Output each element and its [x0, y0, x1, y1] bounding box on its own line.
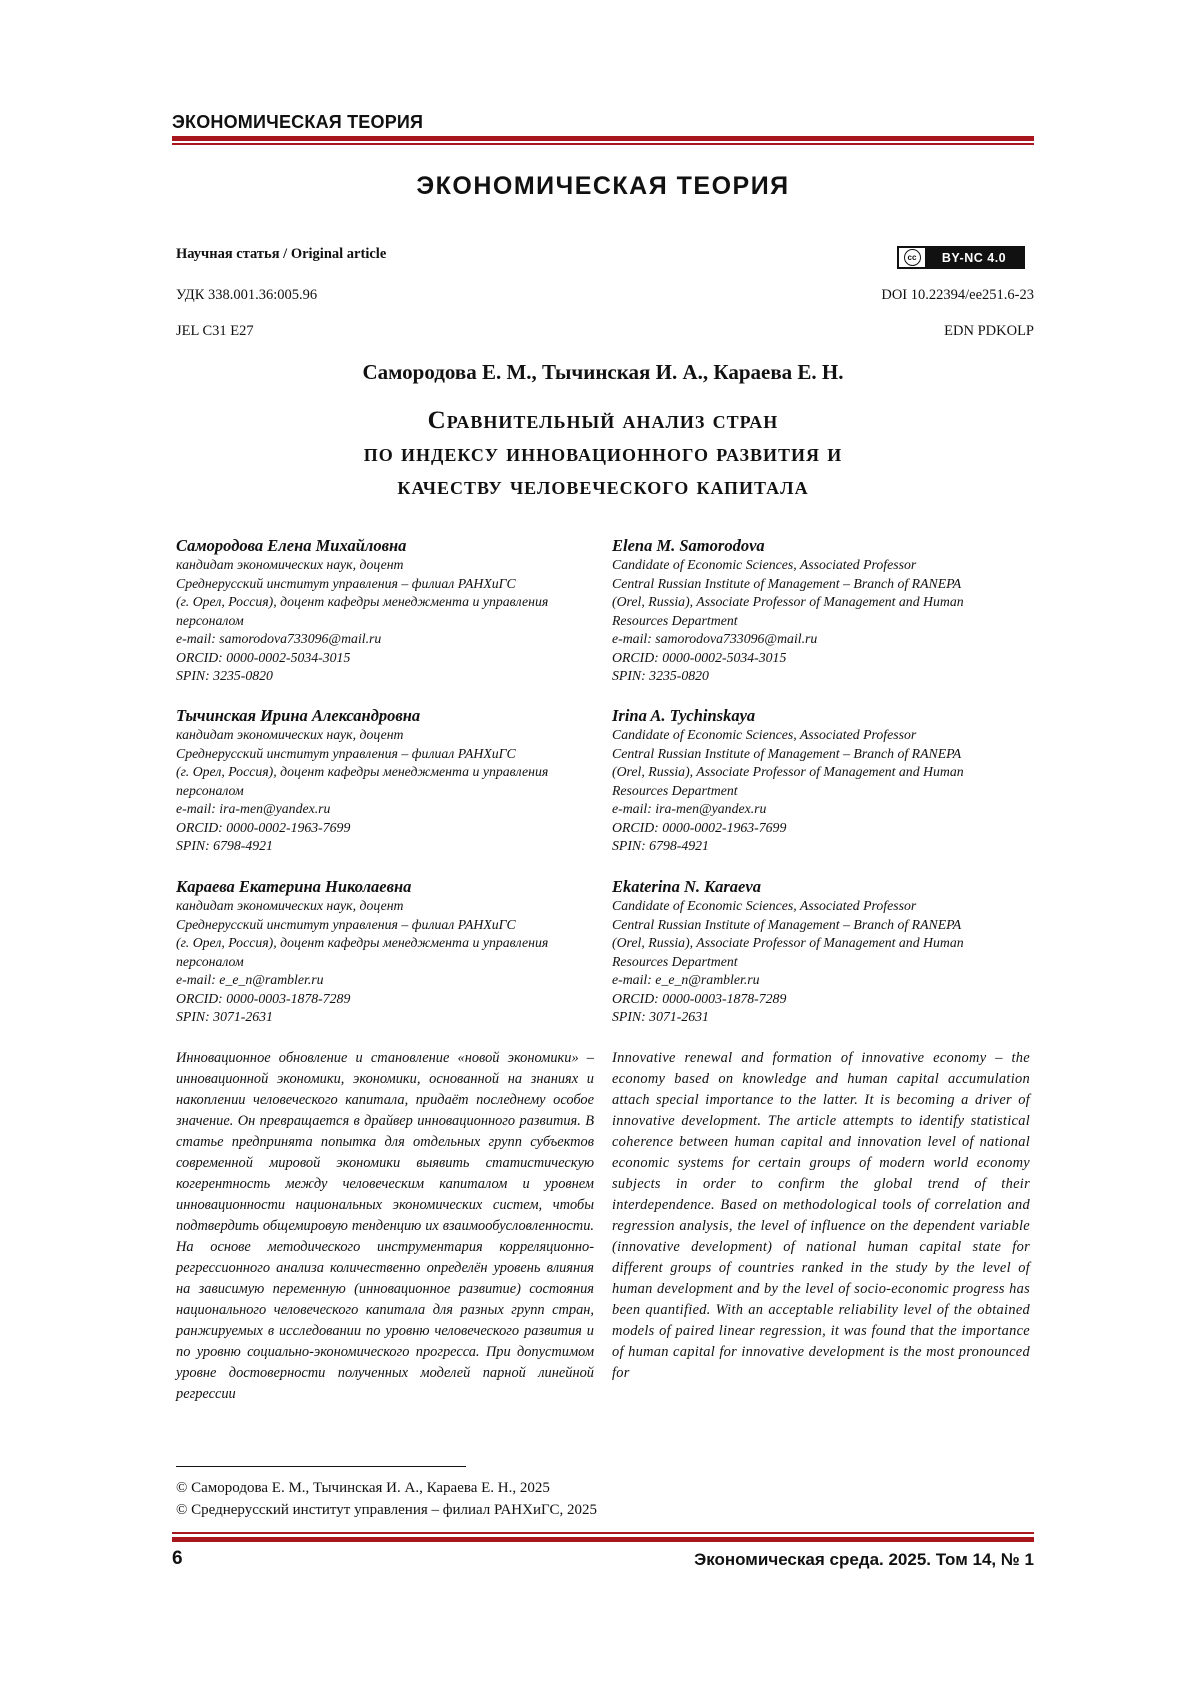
author-spin: SPIN: 3071-2631 [176, 1008, 594, 1027]
author-affiliation: Central Russian Institute of Management – Branch of RANEPA [612, 575, 1030, 594]
author-orcid: ORCID: 0000-0002-5034-3015 [176, 649, 594, 668]
footnote-rule [176, 1466, 466, 1467]
author-degree: кандидат экономических наук, доцент [176, 726, 594, 745]
author-spin: SPIN: 3235-0820 [176, 667, 594, 686]
author-affiliation: (Orel, Russia), Associate Professor of Management and Human [612, 934, 1030, 953]
title-line: Сравнительный анализ стран [172, 404, 1034, 437]
author-spin: SPIN: 3235-0820 [612, 667, 1030, 686]
author-degree: Candidate of Economic Sciences, Associated Professor [612, 556, 1030, 575]
author-affiliation: Central Russian Institute of Management – Branch of RANEPA [612, 745, 1030, 764]
author-email[interactable]: e-mail: ira-men@yandex.ru [612, 800, 1030, 819]
author-affiliation: Resources Department [612, 612, 1030, 631]
author-info-ru-2 [176, 705, 594, 856]
section-title: ЭКОНОМИЧЕСКАЯ ТЕОРИЯ [172, 172, 1034, 201]
article-type: Научная статья / Original article [176, 246, 386, 263]
journal-citation: Экономическая среда. 2025. Том 14, № 1 [694, 1550, 1034, 1570]
author-info-en-2 [612, 705, 1030, 856]
author-affiliation: Среднерусский институт управления – филиал РАНХиГС [176, 916, 594, 935]
author-affiliation: персоналом [176, 782, 594, 801]
author-affiliation: (г. Орел, Россия), доцент кафедры менеджмента и управления [176, 763, 594, 782]
footer-rule-thin [172, 1532, 1034, 1534]
abstract-en: Innovative renewal and formation of innovative economy – the economy based on knowledge and human capital accumulation attach special importance to the latter. It is becoming a driver of innovative development. The article attempts to identify statistical coherence between human capital and innovation level of national economic systems for certain groups of modern world economy subjects in order to confirm the global trend of their interdependence. Based on methodological tools of correlation and regression analysis, the level of influence on the dependent variable (innovative development) of national human capital state for different groups of countries ranked in the study by the level of human development and by the level of socio-economic progress has been quantified. With an acceptable reliability level of the obtained models of paired linear regression, it was found that the importance of human capital for innovative development is the most pronounced for [612, 1048, 1030, 1384]
copyright-institute: © Среднерусский институт управления – филиал РАНХиГС, 2025 [176, 1500, 597, 1520]
author-name: Самородова Елена Михайловна [176, 535, 594, 556]
jel-codes: JEL C31 E27 [176, 323, 254, 340]
author-affiliation: Среднерусский институт управления – филиал РАНХиГС [176, 745, 594, 764]
doi[interactable]: DOI 10.22394/ee251.6-23 [881, 287, 1034, 304]
author-degree: Candidate of Economic Sciences, Associated Professor [612, 897, 1030, 916]
author-name: Тычинская Ирина Александровна [176, 705, 594, 726]
author-degree: Candidate of Economic Sciences, Associated Professor [612, 726, 1030, 745]
author-spin: SPIN: 6798-4921 [612, 837, 1030, 856]
author-orcid: ORCID: 0000-0003-1878-7289 [612, 990, 1030, 1009]
authors-line: Самородова Е. М., Тычинская И. А., Караева Е. Н. [172, 360, 1034, 385]
author-email[interactable]: e-mail: samorodova733096@mail.ru [612, 630, 1030, 649]
author-degree: кандидат экономических наук, доцент [176, 897, 594, 916]
author-degree: кандидат экономических наук, доцент [176, 556, 594, 575]
author-orcid: ORCID: 0000-0002-5034-3015 [612, 649, 1030, 668]
author-affiliation: (г. Орел, Россия), доцент кафедры менеджмента и управления [176, 934, 594, 953]
author-affiliation: Среднерусский институт управления – филиал РАНХиГС [176, 575, 594, 594]
cc-icon: cc [899, 248, 925, 267]
author-affiliation: Resources Department [612, 782, 1030, 801]
author-affiliation: (Orel, Russia), Associate Professor of Management and Human [612, 763, 1030, 782]
running-head: ЭКОНОМИЧЕСКАЯ ТЕОРИЯ [172, 112, 423, 133]
author-affiliation: персоналом [176, 612, 594, 631]
author-email[interactable]: e-mail: ira-men@yandex.ru [176, 800, 594, 819]
author-spin: SPIN: 6798-4921 [176, 837, 594, 856]
author-info-ru-3 [176, 876, 594, 1027]
header-rule-thin [172, 143, 1034, 145]
author-name: Ekaterina N. Karaeva [612, 876, 1030, 897]
title-line: качеству человеческого капитала [172, 470, 1034, 503]
footer-rule-thick [172, 1537, 1034, 1542]
author-email[interactable]: e-mail: e_e_n@rambler.ru [176, 971, 594, 990]
author-info-ru-1 [176, 535, 594, 686]
author-name: Irina A. Tychinskaya [612, 705, 1030, 726]
author-affiliation: персоналом [176, 953, 594, 972]
page-number: 6 [172, 1548, 183, 1570]
udk: УДК 338.001.36:005.96 [176, 287, 317, 304]
author-info-en-3 [612, 876, 1030, 1027]
author-affiliation: (г. Орел, Россия), доцент кафедры менеджмента и управления [176, 593, 594, 612]
copyright-authors: © Самородова Е. М., Тычинская И. А., Караева Е. Н., 2025 [176, 1478, 550, 1498]
author-orcid: ORCID: 0000-0002-1963-7699 [176, 819, 594, 838]
author-affiliation: (Orel, Russia), Associate Professor of Management and Human [612, 593, 1030, 612]
license-label: BY-NC 4.0 [925, 248, 1023, 267]
author-affiliation: Central Russian Institute of Management – Branch of RANEPA [612, 916, 1030, 935]
author-spin: SPIN: 3071-2631 [612, 1008, 1030, 1027]
header-rule-thick [172, 136, 1034, 141]
author-affiliation: Resources Department [612, 953, 1030, 972]
abstract-ru: Инновационное обновление и становление «новой экономики» – инновационной экономики, экономики, основанной на знаниях и накоплении человеческого капитала, придаёт последнему особое значение. Он превращается в драйвер инновационного развития. В статье предпринята попытка для отдельных групп субъектов современной мировой экономики выявить статистическую когерентность между человеческим капиталом и уровнем инновационности национальных экономических систем, чтобы подтвердить общемировую тенденцию их взаимообусловленности. На основе методического инструментария корреляционно-регрессионного анализа количественно определён уровень влияния на зависимую переменную (инновационное развитие) состояния национального человеческого капитала для разных групп стран, ранжируемых в исследовании по уровню человеческого развития и по уровню социально-экономического прогресса. При допустимом уровне достоверности полученных моделей парной линейной регрессии [176, 1048, 594, 1405]
author-name: Караева Екатерина Николаевна [176, 876, 594, 897]
author-orcid: ORCID: 0000-0002-1963-7699 [612, 819, 1030, 838]
author-name: Elena M. Samorodova [612, 535, 1030, 556]
author-info-en-1 [612, 535, 1030, 686]
author-email[interactable]: e-mail: samorodova733096@mail.ru [176, 630, 594, 649]
author-email[interactable]: e-mail: e_e_n@rambler.ru [612, 971, 1030, 990]
title-line: по индексу инновационного развития и [172, 437, 1034, 470]
article-title [172, 404, 1034, 503]
author-orcid: ORCID: 0000-0003-1878-7289 [176, 990, 594, 1009]
edn: EDN PDKOLP [944, 323, 1034, 340]
license-badge[interactable] [897, 246, 1025, 269]
